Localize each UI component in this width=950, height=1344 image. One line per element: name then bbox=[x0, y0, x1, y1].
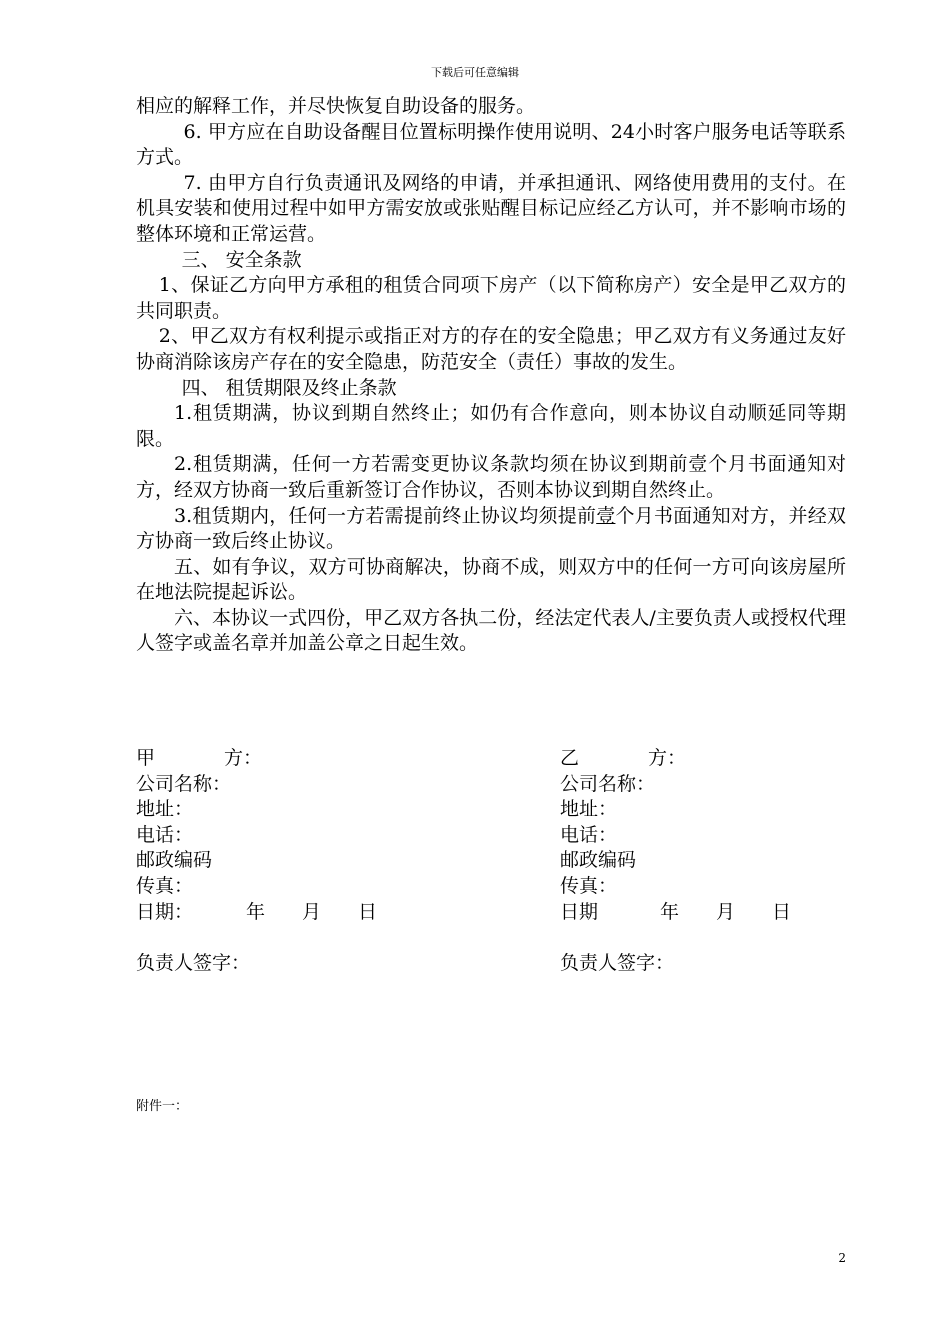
party-b-label bbox=[560, 746, 890, 772]
party-a-date bbox=[136, 900, 466, 926]
term-clause-3-after: 个月书面通知对方，并经双方协商一致后终止协议。 bbox=[136, 504, 846, 553]
term-clause-1: 1.租赁期满，协议到期自然终止；如仍有合作意向，则本协议自动顺延同等期限。 bbox=[136, 402, 846, 450]
party-b-date-label: 日期 bbox=[560, 900, 599, 923]
clause-6: 6. 甲方应在自助设备醒目位置标明操作使用说明、24小时客户服务电话等联系方式。 bbox=[136, 120, 846, 169]
party-b-fax: 传真： bbox=[560, 874, 618, 897]
party-b-char1: 乙 bbox=[560, 747, 580, 769]
term-clause-2: 2.租赁期满，任何一方若需变更协议条款均须在协议到期前壹个月书面通知对方，经双方协商一致后重新签订合作协议，否则本协议到期自然终止。 bbox=[136, 453, 846, 501]
party-a-fax: 传真： bbox=[136, 874, 194, 897]
section-heading-term: 四、 租赁期限及终止条款 bbox=[181, 376, 397, 399]
party-b-block bbox=[560, 746, 890, 976]
party-a-year: 年 bbox=[246, 900, 266, 923]
party-a-block bbox=[136, 746, 466, 976]
term-clause-3-before: 3.租赁期内，任何一方若需提前终止协议均须提前 bbox=[174, 504, 597, 527]
party-a-date-label: 日期： bbox=[136, 900, 194, 923]
spacer bbox=[136, 925, 466, 951]
party-a-signature: 负责人签字： bbox=[136, 951, 251, 974]
party-a-char2: 方： bbox=[224, 747, 263, 769]
party-b-postcode: 邮政编码 bbox=[560, 849, 637, 872]
party-a-company: 公司名称： bbox=[136, 772, 232, 795]
party-b-signature: 负责人签字： bbox=[560, 951, 675, 974]
clause-7: 7. 由甲方自行负责通讯及网络的申请，并承担通讯、网络使用费用的支付。在机具安装和使用过程中如甲方需安放或张贴醒目标记应经乙方认可，并不影响市场的整体环境和正常运营。 bbox=[136, 171, 846, 245]
section-heading-safety: 三、 安全条款 bbox=[181, 248, 302, 271]
party-b-month: 月 bbox=[716, 900, 736, 923]
paragraph-continuation: 相应的解释工作，并尽快恢复自助设备的服务。 bbox=[136, 95, 536, 117]
party-a-phone: 电话： bbox=[136, 823, 194, 846]
page-header: 下载后可任意编辑 bbox=[431, 66, 519, 79]
party-a-label bbox=[136, 746, 466, 772]
party-b-address: 地址： bbox=[560, 798, 618, 821]
effectiveness-clause: 六、本协议一式四份，甲乙双方各执二份，经法定代表人/主要负责人或授权代理人签字或盖名章并加盖公章之日起生效。 bbox=[136, 606, 846, 655]
spacer bbox=[560, 925, 890, 951]
safety-clause-2: 2、甲乙双方有权利提示或指正对方的存在的安全隐患；甲乙双方有义务通过友好协商消除该房产存在的安全隐患，防范安全（责任）事故的发生。 bbox=[136, 325, 846, 373]
party-a-postcode: 邮政编码 bbox=[136, 849, 213, 872]
safety-clause-1: 1、保证乙方向甲方承租的租赁合同项下房产（以下简称房产）安全是甲乙双方的共同职责。 bbox=[136, 274, 846, 322]
attachment-label: 附件一： bbox=[136, 1099, 189, 1114]
term-clause-3 bbox=[136, 504, 846, 555]
party-a-day: 日 bbox=[358, 900, 378, 923]
party-a-address: 地址： bbox=[136, 798, 194, 821]
contract-body bbox=[136, 94, 846, 657]
party-b-company: 公司名称： bbox=[560, 772, 656, 795]
party-b-date bbox=[560, 900, 890, 926]
term-clause-3-underlined: 壹 bbox=[596, 504, 616, 527]
party-b-char2: 方： bbox=[648, 747, 687, 769]
party-b-day: 日 bbox=[772, 900, 792, 923]
party-b-year: 年 bbox=[660, 900, 680, 923]
party-a-char1: 甲 bbox=[136, 747, 156, 769]
party-a-month: 月 bbox=[302, 900, 322, 923]
dispute-clause: 五、如有争议，双方可协商解决，协商不成，则双方中的任何一方可向该房屋所在地法院提起诉讼。 bbox=[136, 555, 846, 604]
party-b-phone: 电话： bbox=[560, 823, 618, 846]
page-number: 2 bbox=[838, 1251, 846, 1265]
